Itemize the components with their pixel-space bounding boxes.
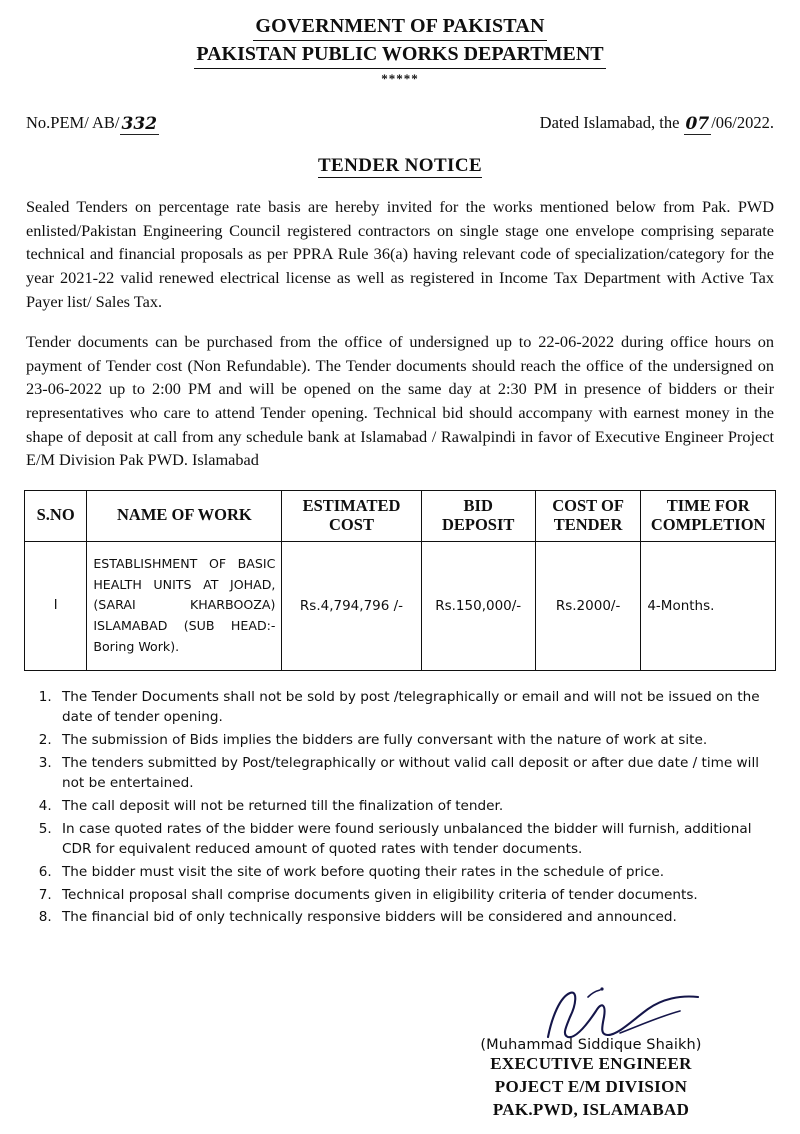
signatory-designation: EXECUTIVE ENGINEER <box>490 1054 692 1074</box>
page-title-text: TENDER NOTICE <box>317 155 483 176</box>
signature-block <box>426 989 756 1122</box>
cell-cost-of-tender: Rs.2000/- <box>535 541 641 670</box>
signatory-office: PAK.PWD, ISLAMABAD <box>492 1100 690 1120</box>
signature-scribble <box>426 989 756 1041</box>
cell-bid-deposit: Rs.150,000/- <box>421 541 535 670</box>
signatory-division: POJECT E/M DIVISION <box>494 1077 688 1097</box>
department-title: PAKISTAN PUBLIC WORKS DEPARTMENT <box>194 42 605 69</box>
column-header-time-for-completion: TIME FOR COMPLETION <box>641 490 776 541</box>
cell-time-for-completion: 4-Months. <box>641 541 776 670</box>
list-item: 1. The Tender Documents shall not be sold by post /telegraphically or email and will not be issued on the date of tender opening. <box>56 687 770 728</box>
date-day-handwritten: 07 <box>685 114 710 134</box>
list-item: 3. The tenders submitted by Post/telegraphically or without valid call deposit or after due date / time will not be entertained. <box>56 753 770 794</box>
date-rest: /06/2022. <box>711 113 774 132</box>
column-header-bid-deposit: BID DEPOSIT <box>421 490 535 541</box>
conditions-list <box>34 687 770 928</box>
column-header-estimated-cost: ESTIMATED COST <box>282 490 421 541</box>
purchase-paragraph: Tender documents can be purchased from the office of undersigned up to 22-06-2022 during office hours on payment of Tender cost (Non Refundable). The Tender documents should reach the office of the undersigned on 23-06-2022 up to 2:00 PM and will be opened on the same day at 2:30 PM in presence of bidders or their representatives who care to attend Tender opening. Technical bid should accompany with earnest money in the shape of deposit at call from any schedule bank at Islamabad / Rawalpindi in favor of Executive Engineer Project E/M Division Pak PWD. Islamabad <box>26 332 774 470</box>
cell-estimated-cost: Rs.4,794,796 /- <box>282 541 421 670</box>
tender-notice-document <box>0 14 800 1134</box>
list-item: 5. In case quoted rates of the bidder were found seriously unbalanced the bidder will furnish, additional CDR for equivalent reduced amount of quoted rates with tender documents. <box>56 819 770 860</box>
government-title: GOVERNMENT OF PAKISTAN <box>253 14 546 41</box>
reference-prefix: No.PEM/ AB/ <box>26 113 120 132</box>
document-header <box>0 14 800 87</box>
column-header-cost-of-tender: COST OF TENDER <box>535 490 641 541</box>
dated-block <box>540 113 774 133</box>
cell-name-of-work: ESTABLISHMENT OF BASIC HEALTH UNITS AT JOHAD, (SARAI KHARBOOZA) ISLAMABAD (SUB HEAD:- Boring Work). <box>87 541 282 670</box>
list-item: 4. The call deposit will not be returned till the finalization of tender. <box>56 796 770 817</box>
column-header-name-of-work: NAME OF WORK <box>87 490 282 541</box>
tender-table <box>24 490 776 671</box>
reference-row <box>26 113 774 133</box>
dated-label: Dated Islamabad, the <box>539 113 680 132</box>
handwritten-signature-icon <box>530 987 720 1043</box>
star-separator: ***** <box>381 71 419 86</box>
list-item: 6. The bidder must visit the site of work before quoting their rates in the schedule of price. <box>56 862 770 883</box>
page-title <box>0 155 800 177</box>
column-header-sno: S.NO <box>25 490 87 541</box>
list-item: 2. The submission of Bids implies the bidders are fully conversant with the nature of work at site. <box>56 730 770 751</box>
reference-number <box>26 113 159 133</box>
cell-sno: I <box>25 541 87 670</box>
table-row <box>25 541 776 670</box>
list-item: 7. Technical proposal shall comprise documents given in eligibility criteria of tender documents. <box>56 885 770 906</box>
table-header-row <box>25 490 776 541</box>
reference-number-handwritten: 332 <box>121 114 158 134</box>
signatory-name: (Muhammad Siddique Shaikh) <box>480 1037 702 1054</box>
intro-paragraph: Sealed Tenders on percentage rate basis are hereby invited for the works mentioned below from Pak. PWD enlisted/Pakistan Engineering Council registered contractors on single stage one envelope comprising separate technical and financial proposals as per PPRA Rule 36(a) having relevant code of specialization/category for the year 2021-22 valid renewed electrical license as well as registered in Income Tax Department with Active Tax Payer list/ Sales Tax. <box>26 197 774 311</box>
list-item: 8. The financial bid of only technically responsive bidders will be considered and announced. <box>56 907 770 928</box>
